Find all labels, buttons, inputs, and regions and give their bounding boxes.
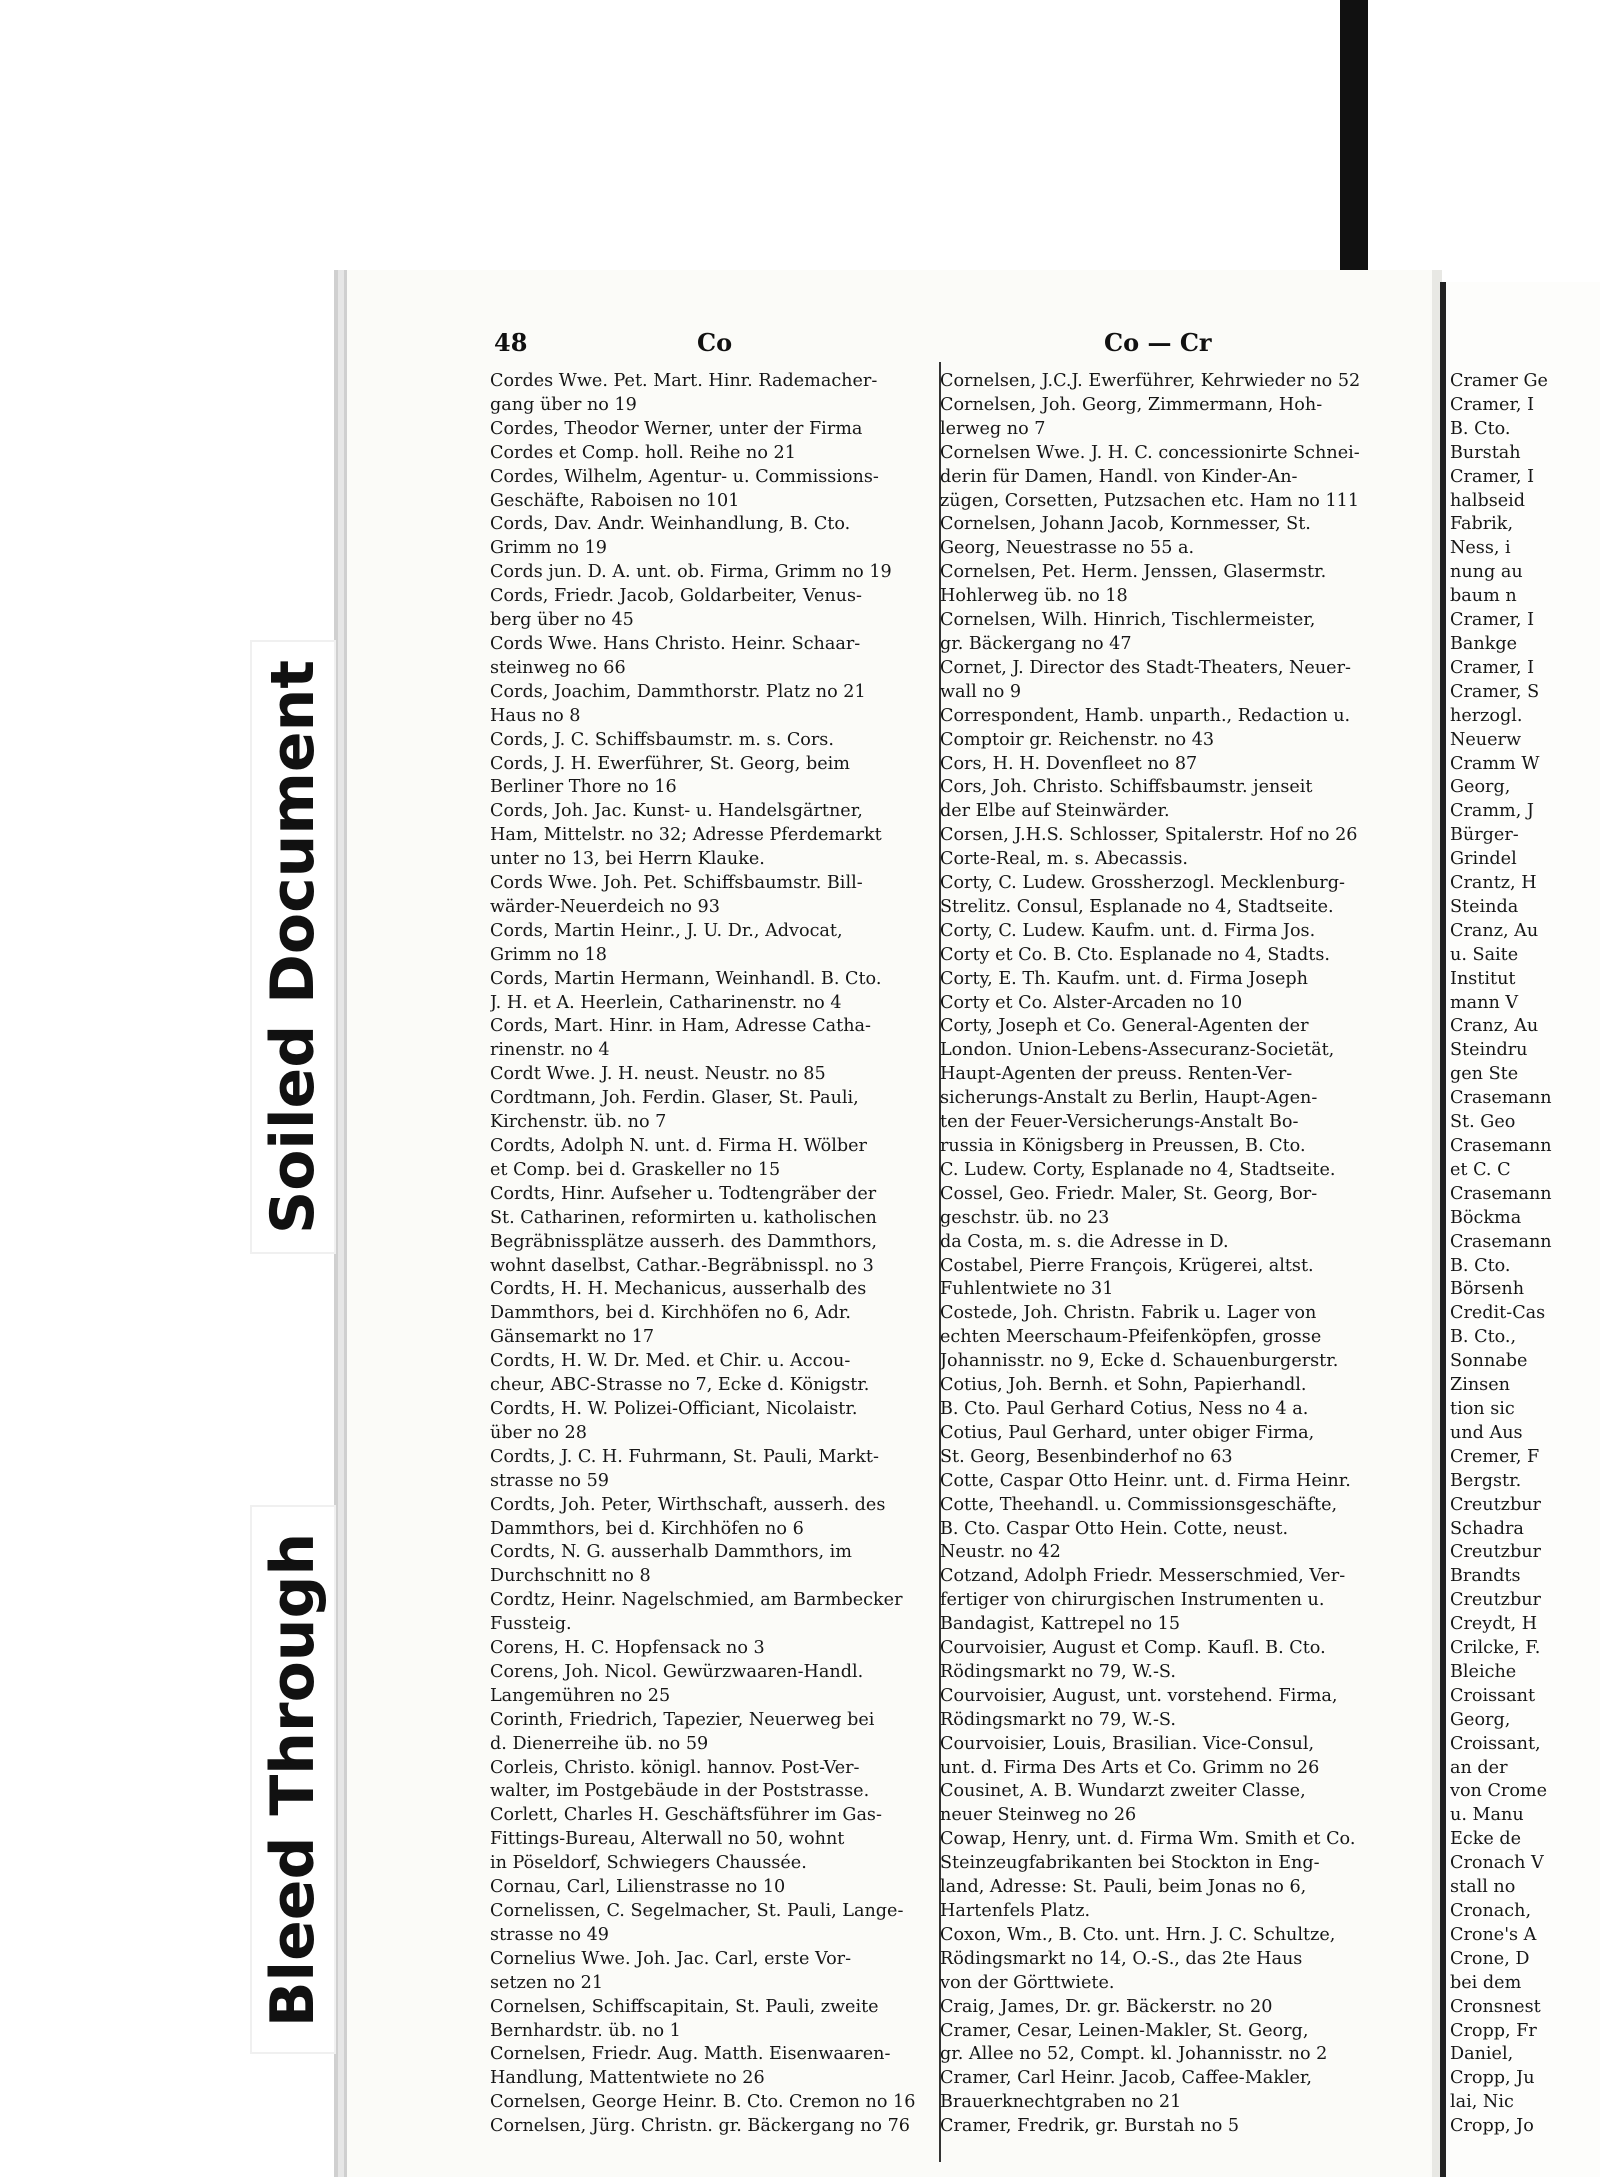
- directory-line: Corsen, J.H.S. Schlosser, Spitalerstr. Hof no 26: [940, 825, 1358, 846]
- directory-line: Courvoisier, August, unt. vorstehend. Firma,: [940, 1685, 1338, 1706]
- directory-line: Cordt Wwe. J. H. neust. Neustr. no 85: [490, 1064, 826, 1085]
- directory-line: Coxon, Wm., B. Cto. unt. Hrn. J. C. Schultze,: [940, 1924, 1336, 1945]
- directory-line: J. H. et A. Heerlein, Catharinenstr. no 4: [490, 992, 842, 1013]
- directory-line: Corlett, Charles H. Geschäftsführer im Gas-: [490, 1805, 882, 1826]
- directory-line: Cordts, Hinr. Aufseher u. Todtengräber der: [490, 1183, 877, 1204]
- directory-line: neuer Steinweg no 26: [940, 1805, 1137, 1826]
- directory-line: B. Cto.,: [1450, 1327, 1517, 1348]
- directory-line: Rödingsmarkt no 79, W.-S.: [940, 1661, 1176, 1682]
- directory-line: Croissant: [1450, 1685, 1536, 1706]
- directory-line: Cornelsen, Schiffscapitain, St. Pauli, zweite: [490, 1996, 879, 2017]
- directory-line: Corens, Joh. Nicol. Gewürzwaaren-Handl.: [490, 1661, 864, 1682]
- directory-line: Hohlerweg üb. no 18: [940, 586, 1128, 607]
- directory-line: Cronach,: [1450, 1901, 1532, 1921]
- directory-line: Cordts, N. G. ausserhalb Dammthors, im: [490, 1542, 852, 1563]
- directory-line: berg über no 45: [490, 610, 634, 631]
- directory-line: gr. Allee no 52, Compt. kl. Johannisstr. no 2: [940, 2044, 1328, 2065]
- soiled-document-label: [250, 640, 336, 1254]
- directory-line: Steinda: [1450, 896, 1519, 917]
- directory-line: Bandagist, Kattrepel no 15: [940, 1614, 1181, 1635]
- directory-line: derin für Damen, Handl. von Kinder-An-: [940, 466, 1298, 487]
- directory-line: Bernhardstr. üb. no 1: [490, 2020, 681, 2041]
- directory-line: Cornelsen, Pet. Herm. Jenssen, Glasermstr.: [940, 562, 1327, 583]
- directory-line: Cornelsen, George Heinr. B. Cto. Cremon no 16: [490, 2092, 916, 2113]
- directory-line: Cremer, F: [1450, 1446, 1540, 1467]
- directory-line: Sonnabe: [1450, 1351, 1528, 1372]
- directory-line: Fussteig.: [490, 1614, 572, 1635]
- directory-line: Cornelsen Wwe. J. H. C. concessionirte Schnei-: [940, 442, 1360, 463]
- directory-line: Corty et Co. Alster-Arcaden no 10: [940, 992, 1243, 1013]
- directory-line: stall no: [1450, 1877, 1516, 1898]
- bleed-through-text: Bleed Through: [258, 1532, 328, 2027]
- directory-line: baum n: [1450, 586, 1517, 607]
- left-running-head: Co: [697, 328, 733, 357]
- directory-line: zügen, Corsetten, Putzsachen etc. Ham no 111: [940, 490, 1360, 511]
- directory-line: Cordes, Wilhelm, Agentur- u. Commissions-: [490, 466, 879, 487]
- directory-line: Cousinet, A. B. Wundarzt zweiter Classe,: [940, 1781, 1306, 1802]
- directory-line: Brandts: [1450, 1566, 1521, 1587]
- directory-line: Cramer, Cesar, Leinen-Makler, St. Georg,: [940, 2020, 1309, 2041]
- directory-line: Cords, Martin Heinr., J. U. Dr., Advocat,: [490, 920, 843, 941]
- directory-line: u. Saite: [1450, 944, 1519, 965]
- directory-line: Cronsnest: [1450, 1996, 1541, 2017]
- directory-line: Cramm W: [1450, 753, 1540, 774]
- directory-line: da Costa, m. s. die Adresse in D.: [940, 1231, 1229, 1252]
- directory-line: Bergstr.: [1450, 1470, 1522, 1491]
- directory-line: Cotte, Caspar Otto Heinr. unt. d. Firma Heinr.: [940, 1470, 1351, 1491]
- directory-line: der Elbe auf Steinwärder.: [940, 801, 1170, 822]
- directory-line: Cords jun. D. A. unt. ob. Firma, Grimm no 19: [490, 562, 892, 583]
- directory-line: Ham, Mittelstr. no 32; Adresse Pferdemarkt: [490, 825, 882, 846]
- directory-line: Schadra: [1450, 1518, 1524, 1539]
- directory-line: Cornet, J. Director des Stadt-Theaters, Neuer-: [940, 657, 1351, 678]
- directory-line: Cowap, Henry, unt. d. Firma Wm. Smith et Co.: [940, 1829, 1356, 1850]
- directory-line: Geschäfte, Raboisen no 101: [490, 490, 740, 511]
- directory-line: Dammthors, bei d. Kirchhöfen no 6, Adr.: [490, 1303, 851, 1324]
- adjacent-page: [1446, 282, 1600, 2177]
- directory-line: Grindel: [1450, 849, 1517, 870]
- directory-line: gang über no 19: [490, 394, 637, 415]
- directory-line: St. Catharinen, reformirten u. katholischen: [490, 1207, 877, 1228]
- directory-line: rinenstr. no 4: [490, 1040, 610, 1061]
- directory-line: mann V: [1450, 992, 1519, 1013]
- directory-line: Cordts, J. C. H. Fuhrmann, St. Pauli, Markt-: [490, 1446, 879, 1467]
- directory-line: Cramer, Fredrik, gr. Burstah no 5: [940, 2116, 1240, 2137]
- directory-line: Cordts, H. W. Dr. Med. et Chir. u. Accou-: [490, 1351, 851, 1372]
- directory-line: von der Görttwiete.: [940, 1972, 1115, 1993]
- directory-line: walter, im Postgebäude in der Poststrasse.: [490, 1781, 870, 1802]
- directory-line: Cordts, Adolph N. unt. d. Firma H. Wölber: [490, 1136, 867, 1156]
- directory-line: Crantz, H: [1450, 873, 1537, 894]
- directory-line: Steinzeugfabrikanten bei Stockton in Eng-: [940, 1853, 1320, 1874]
- directory-line: Crasemann: [1450, 1183, 1552, 1204]
- soiled-document-text: Soiled Document: [258, 659, 328, 1235]
- directory-line: Costabel, Pierre François, Krügerei, altst.: [940, 1255, 1314, 1276]
- directory-line: Kirchenstr. üb. no 7: [490, 1112, 667, 1133]
- directory-line: Corty, Joseph et Co. General-Agenten der: [940, 1016, 1309, 1037]
- directory-line: Ness, i: [1450, 538, 1511, 559]
- directory-line: Crasemann: [1450, 1136, 1552, 1156]
- directory-line: Corty, C. Ludew. Kaufm. unt. d. Firma Jos.: [940, 920, 1316, 941]
- directory-line: sicherungs-Anstalt zu Berlin, Haupt-Agen-: [940, 1088, 1318, 1109]
- directory-line: B. Cto.: [1450, 418, 1511, 439]
- right-column: [940, 370, 1384, 2139]
- directory-line: Fuhlentwiete no 31: [940, 1279, 1114, 1300]
- directory-line: an der: [1450, 1757, 1508, 1778]
- directory-line: Cornelissen, C. Segelmacher, St. Pauli, Lange-: [490, 1901, 904, 1921]
- directory-line: Bankge: [1450, 633, 1518, 654]
- directory-line: Cropp, Jo: [1450, 2116, 1534, 2137]
- directory-line: Cornelsen, J.C.J. Ewerführer, Kehrwieder no 52: [940, 371, 1361, 391]
- directory-line: gen Ste: [1450, 1064, 1519, 1085]
- directory-line: Creutzbur: [1450, 1542, 1541, 1563]
- directory-line: Cramer, S: [1450, 681, 1540, 702]
- directory-line: Steindru: [1450, 1040, 1528, 1061]
- directory-line: Cordes, Theodor Werner, unter der Firma: [490, 418, 863, 439]
- directory-line: Comptoir gr. Reichenstr. no 43: [940, 729, 1215, 750]
- directory-line: C. Ludew. Corty, Esplanade no 4, Stadtseite.: [940, 1159, 1336, 1180]
- directory-line: et Comp. bei d. Graskeller no 15: [490, 1159, 781, 1180]
- directory-line: Cramer, I: [1450, 610, 1535, 631]
- directory-line: Cors, H. H. Dovenfleet no 87: [940, 753, 1198, 774]
- directory-line: Durchschnitt no 8: [490, 1566, 651, 1587]
- directory-line: B. Cto. Caspar Otto Hein. Cotte, neust.: [940, 1518, 1289, 1539]
- directory-line: Burstah: [1450, 442, 1521, 463]
- directory-line: Grimm no 18: [490, 944, 607, 965]
- directory-line: Rödingsmarkt no 79, W.-S.: [940, 1709, 1176, 1730]
- directory-line: Cornelsen, Joh. Georg, Zimmermann, Hoh-: [940, 394, 1323, 415]
- directory-line: und Aus: [1450, 1422, 1523, 1443]
- directory-line: Brauerknechtgraben no 21: [940, 2092, 1182, 2113]
- directory-line: tion sic: [1450, 1398, 1515, 1419]
- directory-line: steinweg no 66: [490, 657, 626, 678]
- directory-line: Börsenh: [1450, 1279, 1525, 1300]
- directory-line: Bürger-: [1450, 825, 1519, 846]
- directory-line: lerweg no 7: [940, 418, 1046, 439]
- directory-line: wärder-Neuerdeich no 93: [490, 896, 720, 917]
- directory-line: u. Manu: [1450, 1805, 1524, 1826]
- directory-line: Rödingsmarkt no 14, O.-S., das 2te Haus: [940, 1948, 1303, 1969]
- directory-line: Bleiche: [1450, 1661, 1517, 1682]
- directory-line: St. Geo: [1450, 1112, 1516, 1133]
- directory-line: Cords, J. C. Schiffsbaumstr. m. s. Cors.: [490, 729, 834, 750]
- directory-line: Cotius, Paul Gerhard, unter obiger Firma,: [940, 1422, 1315, 1443]
- directory-line: Daniel,: [1450, 2044, 1514, 2065]
- directory-line: land, Adresse: St. Pauli, beim Jonas no 6,: [940, 1877, 1307, 1898]
- directory-line: Cordtmann, Joh. Ferdin. Glaser, St. Pauli,: [490, 1088, 859, 1109]
- directory-line: Cropp, Fr: [1450, 2020, 1537, 2041]
- directory-line: Creydt, H: [1450, 1614, 1538, 1635]
- directory-line: Cramer, I: [1450, 394, 1535, 415]
- directory-line: Cronach V: [1450, 1853, 1544, 1874]
- directory-line: unt. d. Firma Des Arts et Co. Grimm no 26: [940, 1757, 1320, 1778]
- directory-line: Langemühren no 25: [490, 1685, 671, 1706]
- directory-line: Courvoisier, August et Comp. Kaufl. B. Cto.: [940, 1638, 1326, 1659]
- directory-line: Crone's A: [1450, 1924, 1537, 1945]
- left-column: [490, 370, 930, 2139]
- directory-line: lai, Nic: [1450, 2092, 1514, 2113]
- directory-line: Cords, Joh. Jac. Kunst- u. Handelsgärtner,: [490, 801, 863, 822]
- directory-line: Crasemann: [1450, 1231, 1552, 1252]
- directory-line: Cords, Dav. Andr. Weinhandlung, B. Cto.: [490, 514, 851, 535]
- directory-line: wall no 9: [940, 681, 1022, 702]
- directory-line: Cossel, Geo. Friedr. Maler, St. Georg, Bor-: [940, 1183, 1318, 1204]
- directory-line: fertiger von chirurgischen Instrumenten u.: [940, 1590, 1325, 1611]
- adjacent-page-column: [1450, 370, 1600, 2139]
- directory-line: et C. C: [1450, 1159, 1511, 1180]
- directory-line: B. Cto.: [1450, 1255, 1511, 1276]
- directory-line: Begräbnissplätze ausserh. des Dammthors,: [490, 1231, 878, 1252]
- directory-line: Corens, H. C. Hopfensack no 3: [490, 1638, 765, 1659]
- directory-line: Cranz, Au: [1450, 920, 1539, 941]
- directory-line: Credit-Cas: [1450, 1303, 1546, 1324]
- directory-line: Gänsemarkt no 17: [490, 1327, 655, 1348]
- directory-line: cheur, ABC-Strasse no 7, Ecke d. Königstr.: [490, 1375, 870, 1396]
- directory-line: Cornelsen, Friedr. Aug. Matth. Eisenwaaren-: [490, 2044, 891, 2065]
- directory-line: d. Dienerreihe üb. no 59: [490, 1733, 709, 1754]
- directory-line: Grimm no 19: [490, 538, 607, 559]
- directory-line: Cotte, Theehandl. u. Commissionsgeschäfte,: [940, 1494, 1338, 1515]
- directory-line: Cotius, Joh. Bernh. et Sohn, Papierhandl.: [940, 1375, 1307, 1396]
- directory-line: Handlung, Mattentwiete no 26: [490, 2068, 765, 2089]
- directory-line: Croissant,: [1450, 1733, 1541, 1754]
- directory-line: Cornelsen, Johann Jacob, Kornmesser, St.: [940, 514, 1311, 535]
- directory-line: Haupt-Agenten der preuss. Renten-Ver-: [940, 1064, 1293, 1085]
- directory-line: Cramm, J: [1450, 801, 1534, 822]
- directory-line: Creutzbur: [1450, 1590, 1541, 1611]
- directory-line: unter no 13, bei Herrn Klauke.: [490, 849, 765, 870]
- directory-line: Cramer Ge: [1450, 371, 1548, 391]
- directory-line: Corty, C. Ludew. Grossherzogl. Mecklenburg-: [940, 873, 1345, 894]
- directory-line: gr. Bäckergang no 47: [940, 633, 1132, 654]
- directory-line: Crone, D: [1450, 1948, 1530, 1969]
- directory-line: Cordts, H. W. Polizei-Officiant, Nicolaistr.: [490, 1398, 858, 1419]
- directory-line: von Crome: [1450, 1781, 1548, 1802]
- directory-line: über no 28: [490, 1422, 587, 1443]
- directory-line: Strelitz. Consul, Esplanade no 4, Stadtseite.: [940, 896, 1334, 917]
- directory-line: Cordts, H. H. Mechanicus, ausserhalb des: [490, 1279, 867, 1300]
- directory-line: Cords, Friedr. Jacob, Goldarbeiter, Venus-: [490, 586, 862, 607]
- directory-line: Cords Wwe. Joh. Pet. Schiffsbaumstr. Bill-: [490, 873, 863, 894]
- directory-line: Creutzbur: [1450, 1494, 1541, 1515]
- directory-line: Cranz, Au: [1450, 1016, 1539, 1037]
- directory-line: Corte-Real, m. s. Abecassis.: [940, 849, 1188, 870]
- directory-line: Cords, Mart. Hinr. in Ham, Adresse Catha-: [490, 1016, 871, 1037]
- directory-line: Cordts, Joh. Peter, Wirthschaft, ausserh. des: [490, 1494, 886, 1515]
- directory-line: Fabrik,: [1450, 514, 1514, 535]
- directory-line: Georg,: [1450, 777, 1511, 798]
- directory-line: ten der Feuer-Versicherungs-Anstalt Bo-: [940, 1112, 1299, 1133]
- directory-line: Neuerw: [1450, 729, 1522, 750]
- directory-line: Georg,: [1450, 1709, 1511, 1730]
- directory-line: Cordes et Comp. holl. Reihe no 21: [490, 442, 796, 463]
- directory-line: Cors, Joh. Christo. Schiffsbaumstr. jenseit: [940, 777, 1313, 798]
- directory-line: Georg, Neuestrasse no 55 a.: [940, 538, 1195, 559]
- directory-line: Cropp, Ju: [1450, 2068, 1535, 2089]
- directory-line: russia in Königsberg in Preussen, B. Cto.: [940, 1136, 1306, 1156]
- directory-line: Neustr. no 42: [940, 1542, 1061, 1563]
- directory-line: Cordtz, Heinr. Nagelschmied, am Barmbecker: [490, 1590, 903, 1611]
- directory-line: Correspondent, Hamb. unparth., Redaction u.: [940, 705, 1351, 726]
- directory-line: Böckma: [1450, 1207, 1522, 1228]
- directory-line: Cornelsen, Jürg. Christn. gr. Bäckergang no 76: [490, 2116, 910, 2137]
- directory-line: Cornelsen, Wilh. Hinrich, Tischlermeister,: [940, 610, 1316, 631]
- directory-line: Crilcke, F.: [1450, 1638, 1541, 1659]
- directory-line: Corinth, Friedrich, Tapezier, Neuerweg bei: [490, 1709, 875, 1730]
- directory-line: Corty, E. Th. Kaufm. unt. d. Firma Joseph: [940, 968, 1308, 989]
- directory-line: Hartenfels Platz.: [940, 1901, 1091, 1921]
- directory-line: Zinsen: [1450, 1375, 1510, 1396]
- directory-line: Dammthors, bei d. Kirchhöfen no 6: [490, 1518, 804, 1539]
- directory-line: Cordes Wwe. Pet. Mart. Hinr. Rademacher-: [490, 371, 878, 391]
- directory-line: Courvoisier, Louis, Brasilian. Vice-Consul,: [940, 1733, 1315, 1754]
- directory-line: setzen no 21: [490, 1972, 604, 1993]
- directory-line: bei dem: [1450, 1972, 1522, 1993]
- directory-line: St. Georg, Besenbinderhof no 63: [940, 1446, 1233, 1467]
- directory-line: Cords Wwe. Hans Christo. Heinr. Schaar-: [490, 633, 861, 654]
- right-running-head: Co — Cr: [1104, 328, 1212, 357]
- directory-line: Cords, J. H. Ewerführer, St. Georg, beim: [490, 753, 850, 774]
- directory-line: Berliner Thore no 16: [490, 777, 677, 798]
- directory-line: Cords, Joachim, Dammthorstr. Platz no 21: [490, 681, 866, 702]
- directory-line: wohnt daselbst, Cathar.-Begräbnisspl. no 3: [490, 1255, 874, 1276]
- directory-line: in Pöseldorf, Schwiegers Chaussée.: [490, 1853, 807, 1874]
- directory-line: halbseid: [1450, 490, 1526, 511]
- directory-line: Haus no 8: [490, 705, 581, 726]
- directory-line: nung au: [1450, 562, 1523, 583]
- directory-line: Institut: [1450, 968, 1516, 989]
- directory-line: echten Meerschaum-Pfeifenköpfen, grosse: [940, 1327, 1322, 1348]
- directory-line: B. Cto. Paul Gerhard Cotius, Ness no 4 a.: [940, 1398, 1309, 1419]
- bleed-through-label: [250, 1505, 336, 2054]
- directory-line: Cramer, I: [1450, 466, 1535, 487]
- directory-line: geschstr. üb. no 23: [940, 1207, 1110, 1228]
- directory-line: Cords, Martin Hermann, Weinhandl. B. Cto.: [490, 968, 882, 989]
- directory-line: Cramer, I: [1450, 657, 1535, 678]
- directory-line: London. Union-Lebens-Assecuranz-Societät,: [940, 1040, 1335, 1061]
- directory-line: Cotzand, Adolph Friedr. Messerschmied, Ver-: [940, 1566, 1346, 1587]
- directory-line: strasse no 59: [490, 1470, 609, 1491]
- directory-line: Cornelius Wwe. Joh. Jac. Carl, erste Vor-: [490, 1948, 852, 1969]
- binding-strip: [1340, 0, 1368, 275]
- directory-line: Costede, Joh. Christn. Fabrik u. Lager von: [940, 1303, 1317, 1324]
- directory-line: Ecke de: [1450, 1829, 1522, 1850]
- directory-line: Fittings-Bureau, Alterwall no 50, wohnt: [490, 1829, 845, 1850]
- directory-line: Crasemann: [1450, 1088, 1552, 1109]
- directory-line: Corleis, Christo. königl. hannov. Post-Ver-: [490, 1757, 860, 1778]
- directory-line: Cramer, Carl Heinr. Jacob, Caffee-Makler,: [940, 2068, 1313, 2089]
- directory-line: Johannisstr. no 9, Ecke d. Schauenburgerstr.: [940, 1351, 1339, 1372]
- directory-line: Cornau, Carl, Lilienstrasse no 10: [490, 1877, 786, 1898]
- directory-line: strasse no 49: [490, 1924, 609, 1945]
- directory-line: Corty et Co. B. Cto. Esplanade no 4, Stadts.: [940, 944, 1330, 965]
- page-number: 48: [494, 328, 528, 357]
- directory-line: Craig, James, Dr. gr. Bäckerstr. no 20: [940, 1996, 1273, 2017]
- directory-line: herzogl.: [1450, 705, 1523, 726]
